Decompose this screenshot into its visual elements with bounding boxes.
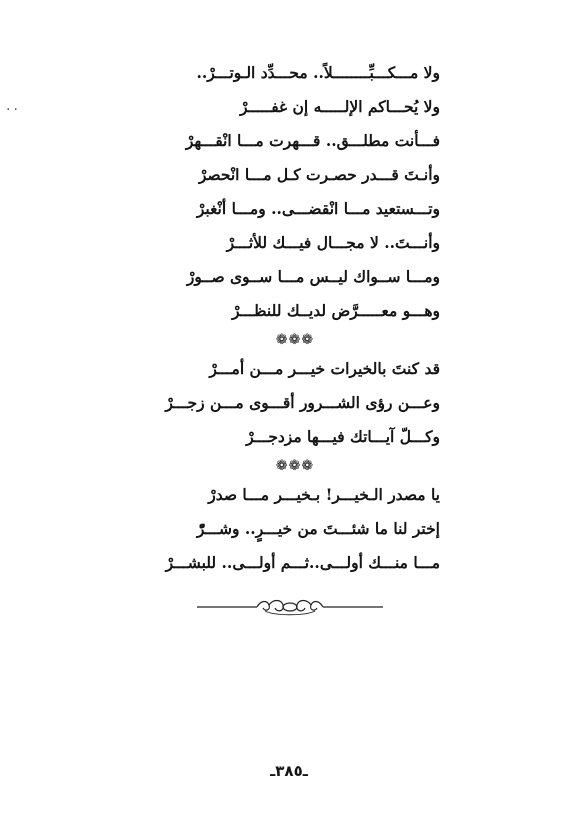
verse-line: ولا مـــكـــبِّــــــــلاً.. محـــدِّد الـوتـــرْ.. xyxy=(196,63,440,82)
section-separator: ❁❁❁ xyxy=(275,458,315,474)
section-one xyxy=(150,56,440,328)
verse-line: وتـــستعيد مـــا انْقضـــى.. ومـــا أنْغبرْ xyxy=(196,199,440,218)
page-number: ـ٣٨٥ـ xyxy=(270,762,308,780)
verse-line: وأنـتَ قـــدر حصـرت كـل مـــا انْحصرْ xyxy=(198,165,440,184)
section-two xyxy=(150,352,440,454)
section-separator: ❁❁❁ xyxy=(275,332,315,348)
verse-line: يا مصدر الـخيـــر! بـخيـــر مـــا صدرْ xyxy=(208,485,440,504)
scroll-flourish-icon xyxy=(195,596,385,618)
section-three xyxy=(150,478,440,580)
verse-line: وكـــلّ آيـــاتك فيـــها مزدجـــرْ xyxy=(246,427,440,446)
poem xyxy=(150,56,440,580)
verse-line: وهـــو معـــــرَّض لديــك للنظـــرْ xyxy=(232,301,440,320)
verse-line: مـــا منـــك أولـــى..ثـــم أولـــى.. للبشـــرْ xyxy=(165,553,440,572)
verse-line: فـــأنت مطلـــق.. قـــهرت مـــا انْقـــهرْ xyxy=(185,131,440,150)
verse-line: إختر لنا ما شئـــتَ من خيـــرٍ.. وشـــرّْ xyxy=(196,519,440,538)
verse-line: وعـــن رؤى الشـــرور أقـــوى مـــن زجـــرْ xyxy=(165,393,440,412)
verse-line: قد كنتَ بالخيرات خيـــر مـــن أمـــرْ xyxy=(209,359,440,378)
verse-line: ولا يُحـــاكم الإلـــــه إن غفـــــرْ xyxy=(239,97,440,116)
verse-line: وأنـــتَ.. لا مجـــال فيـــك للأثـــرْ xyxy=(226,233,440,252)
verse-line: ومـــا ســواك ليــس مـــا ســوى صــورْ xyxy=(186,267,440,286)
margin-marks: .. xyxy=(6,98,21,114)
